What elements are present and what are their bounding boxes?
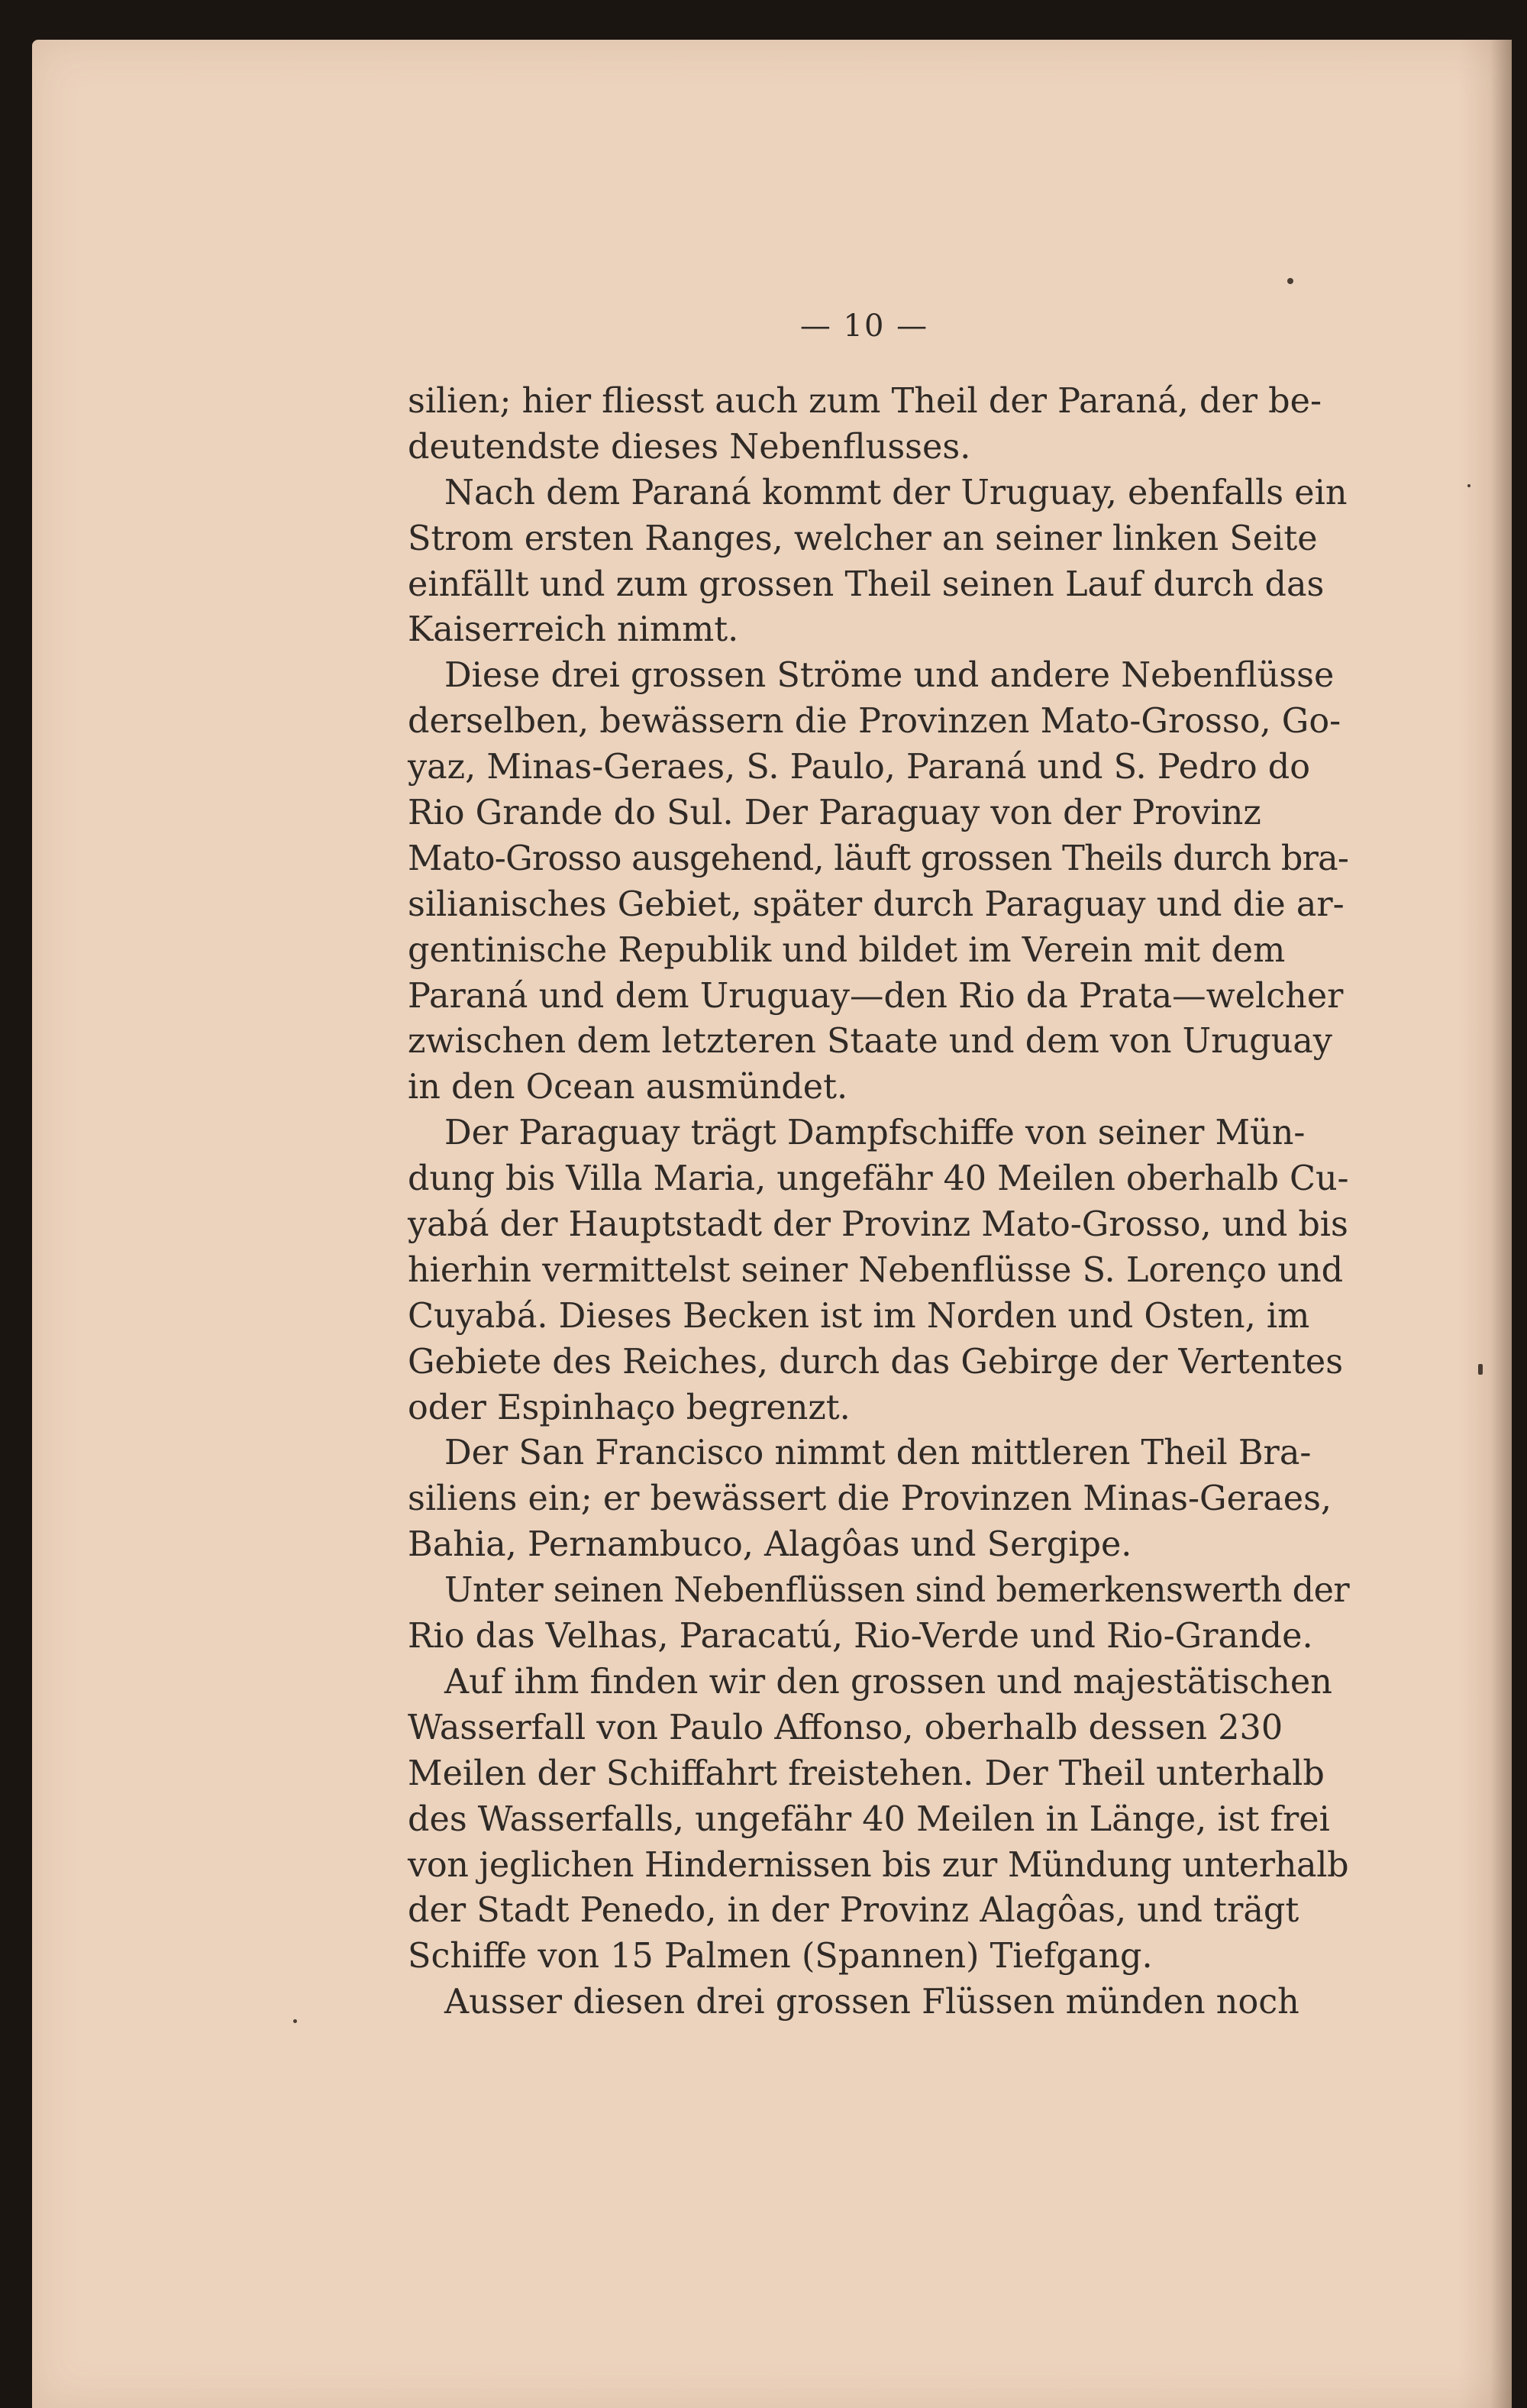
text-line: Bahia, Pernambuco, Alagôas und Sergipe.: [408, 1525, 1132, 1565]
text-line: Nach dem Paraná kommt der Uruguay, ebenfalls ein: [444, 473, 1348, 512]
ink-speck: [1478, 1364, 1483, 1375]
body-text: [408, 379, 1348, 2025]
text-line: dung bis Villa Maria, ungefähr 40 Meilen oberhalb Cu-: [408, 1159, 1349, 1199]
text-line: Wasserfall von Paulo Affonso, oberhalb dessen 230: [408, 1708, 1283, 1747]
book-page: [32, 40, 1512, 2408]
text-line: yabá der Hauptstadt der Provinz Mato-Grosso, und bis: [408, 1205, 1348, 1245]
ink-speck: [293, 2019, 297, 2023]
text-line: der Stadt Penedo, in der Provinz Alagôas, und trägt: [408, 1891, 1299, 1931]
page-number: — 10 —: [799, 309, 929, 344]
page-edge-shadow: [1458, 40, 1512, 2408]
text-line: in den Ocean ausmündet.: [408, 1068, 848, 1107]
text-line: gentinische Republik und bildet im Verein mit dem: [408, 930, 1286, 970]
text-line: einfällt und zum grossen Theil seinen Lauf durch das: [408, 564, 1325, 604]
ink-speck: [1467, 484, 1471, 487]
text-line: derselben, bewässern die Provinzen Mato-Grosso, Go-: [408, 702, 1341, 742]
text-line: silianisches Gebiet, später durch Paraguay und die ar-: [408, 884, 1345, 924]
text-line: hierhin vermittelst seiner Nebenflüsse S. Lorenço und: [408, 1250, 1344, 1290]
text-line: Rio Grande do Sul. Der Paraguay von der Provinz: [408, 794, 1261, 833]
text-line: Paraná und dem Uruguay—den Rio da Prata—welcher: [408, 976, 1344, 1016]
text-line: siliens ein; er bewässert die Provinzen Minas-Geraes,: [408, 1479, 1332, 1519]
text-line: Strom ersten Ranges, welcher an seiner linken Seite: [408, 519, 1318, 558]
text-line: des Wasserfalls, ungefähr 40 Meilen in Länge, ist frei: [408, 1799, 1330, 1839]
text-line: Der Paraguay trägt Dampfschiffe von seiner Mün-: [444, 1113, 1306, 1153]
text-line: von jeglichen Hindernissen bis zur Mündung unterhalb: [408, 1845, 1349, 1885]
text-line: yaz, Minas-Geraes, S. Paulo, Paraná und S. Pedro do: [408, 748, 1311, 787]
text-line: Mato-Grosso ausgehend, läuft grossen Theils durch bra-: [408, 839, 1349, 878]
text-line: Auf ihm finden wir den grossen und majestätischen: [444, 1662, 1332, 1702]
ink-speck: [1287, 278, 1293, 284]
text-line: Kaiserreich nimmt.: [408, 610, 739, 650]
text-line: Rio das Velhas, Paracatú, Rio-Verde und Rio-Grande.: [408, 1617, 1313, 1657]
text-line: Ausser diesen drei grossen Flüssen münden noch: [444, 1983, 1299, 2022]
text-line: Meilen der Schiffahrt freistehen. Der Theil unterhalb: [408, 1753, 1325, 1793]
text-line: Cuyabá. Dieses Becken ist im Norden und Osten, im: [408, 1296, 1310, 1336]
text-line: Der San Francisco nimmt den mittleren Theil Bra-: [444, 1433, 1312, 1473]
text-line: silien; hier fliesst auch zum Theil der Paraná, der be-: [408, 382, 1322, 421]
text-line: deutendste dieses Nebenflusses.: [408, 427, 971, 467]
text-line: Schiffe von 15 Palmen (Spannen) Tiefgang.: [408, 1937, 1153, 1976]
text-line: oder Espinhaço begrenzt.: [408, 1388, 851, 1427]
text-line: zwischen dem letzteren Staate und dem von Uruguay: [408, 1022, 1332, 1062]
text-line: Diese drei grossen Ströme und andere Nebenflüsse: [444, 656, 1335, 696]
text-line: Gebiete des Reiches, durch das Gebirge der Vertentes: [408, 1342, 1344, 1382]
text-line: Unter seinen Nebenflüssen sind bemerkenswerth der: [444, 1571, 1350, 1611]
